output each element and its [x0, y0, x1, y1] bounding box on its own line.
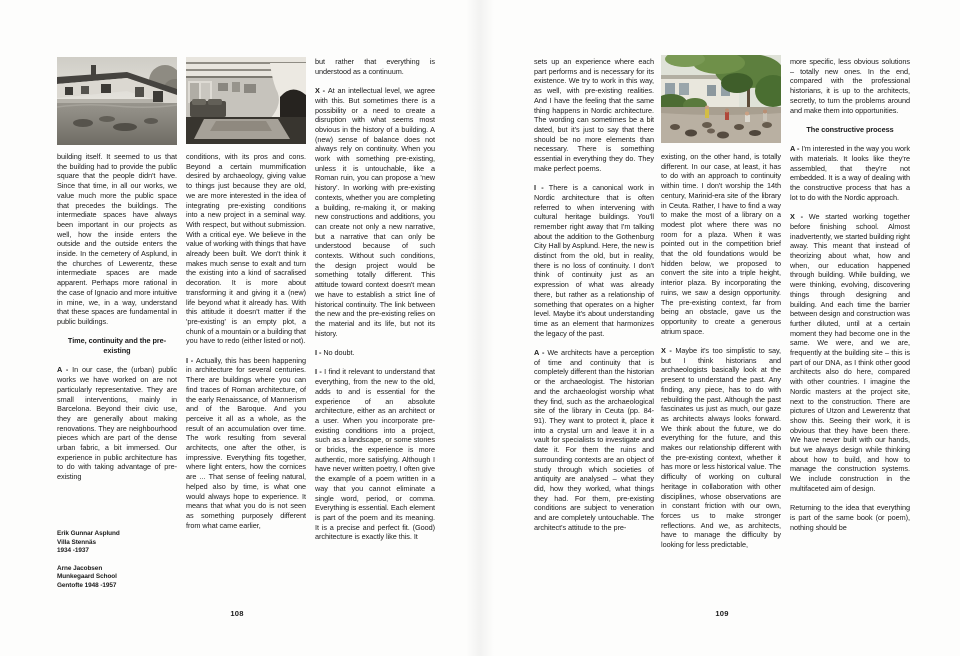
paragraph-text: No doubt.	[323, 348, 355, 358]
paragraph-text: In our case, the (urban) public works we have worked on are not particularly representative. They are small interventions, mainly in Barcelona. Beyond their civic use, they are generally about making renovations. They are neighbourhood pieces which are part of the dense urban fabric, a bit immersed. Our experience in public architecture has to do with taking advantage of pre-existing	[57, 365, 177, 482]
page-number-left: 108	[230, 609, 244, 618]
villa-interior-illustration	[186, 57, 306, 144]
caption-line-years: 1934 -1937	[57, 547, 89, 555]
speaker-label: A -	[534, 348, 548, 358]
section-heading-constructive-process: The constructive process	[806, 124, 894, 134]
caption-line-years: Gentofte 1948 -1957	[57, 581, 117, 589]
paragraph	[186, 152, 306, 346]
paragraph-text: We started working together before finishing school. Almost inadvertently, we started building right away. This meant that instead of theorizing about what, how and when, our education happened through building. While building, we were thinking, evolving, discovering things through designing and building. And each time the barrier between design and construction was further diluted, until at a certain moment they had become one in the same. We were, and we are, frequently at the building site – this is part of our DNA, as I think other good architects also do here, compared with other countries. I imagine the Nordic masters at the project site, next to the construction. There are pictures of Utzon and Lewerentz that show this. Seeing their work, it is obvious that they have been there. We have never built with our hands, but we always design while thinking about how to build, and how to manage the construction systems. We include construction in the multifaceted aim of design.	[790, 212, 910, 493]
paragraph-text: Maybe it's too simplistic to say, but I think historians and archaeologists basically look at the present to understand the past. Any finding, any piece, has to do with rebuilding the past. Although the past fascinates us just as much, our gaze as architects always looks forward. We think about the future, we do everything for the future, and this makes our relationship different with the pre-existing context, whether it has more or less historical value. The difficulty of working on cultural heritage in collaboration with other disciplines, whose observations are in constant friction with our own, forces us to make stronger reflections. And we, as architects, have to manage the difficulty by looking for less predictable,	[661, 346, 781, 550]
speaker-label: A -	[57, 365, 73, 375]
paragraph	[790, 212, 910, 493]
paragraph	[534, 183, 654, 338]
caption-line-work: Munkegaard School	[57, 573, 117, 581]
paragraph	[315, 367, 435, 542]
speaker-label: X -	[661, 346, 676, 356]
page-number-right: 109	[715, 609, 729, 618]
paragraph-text: but rather that everything is understood as a continuum.	[315, 57, 435, 76]
paragraph	[661, 152, 781, 336]
right-column-2	[661, 152, 781, 607]
paragraph-text: more specific, less obvious solutions – totally new ones. In the end, compared with the professional historians, it is up to the architects, secretly, to turn the problems around and make them into opportunities.	[790, 57, 910, 115]
paragraph	[534, 57, 654, 173]
speaker-label: I -	[315, 367, 325, 377]
paragraph-text: existing, on the other hand, is totally different. In our case, at least, it has to do with an approach to continuity within time. I don't worship the 14th century, Marinid-era site of the library in Ceuta. Rather, I have to find a way to make the most of a library on a modest plot where there was no room for a plaza. When it was pointed out in the competition brief that the old foundations would be hidden below, we proposed to convert the site into a triple height, interior plaza. By incorporating the ruins, we saw a design opportunity. The pre-existing context, far from being an obstacle, gave us the opportunity to create a generous atrium space.	[661, 152, 781, 336]
caption-asplund	[57, 530, 177, 556]
photo-villa-stennas-interior	[186, 57, 306, 144]
left-column-3	[315, 57, 435, 605]
right-column-1	[534, 57, 654, 605]
speaker-label: I -	[315, 348, 324, 358]
speaker-label: I -	[186, 355, 196, 365]
left-column-2	[186, 152, 306, 607]
caption-line-work: Villa Stennäs	[57, 538, 97, 546]
speaker-label: X -	[790, 212, 809, 222]
speaker-label: I -	[534, 183, 549, 193]
caption-line-architect: Arne Jacobsen	[57, 564, 103, 572]
speaker-label: X -	[315, 86, 328, 96]
photo-munkegaard-courtyard	[661, 55, 781, 143]
paragraph-text: I'm interested in the way you work with materials. It looks like they're assembled, that they're not embedded. It is a way of dealing with the constructive process that has a lot to do with the Nordic approach.	[790, 144, 910, 202]
page-gutter-shadow	[466, 0, 494, 656]
caption-jacobsen	[57, 565, 177, 591]
paragraph-text: sets up an experience where each part performs and is necessary for its existence. We try to work in this way, as well, with pre-existing realities. And I have the feeling that the same thing happens in Nordic architecture. The wording can sometimes be a bit dated, but it's just to say that there should be no more elements than necessary. There is something essential in everything they do. They make perfect poems.	[534, 57, 654, 173]
paragraph	[534, 348, 654, 532]
right-column-3	[790, 57, 910, 605]
paragraph-text: I find it relevant to understand that everything, from the new to the old, adds to and is essential for the experience of an absolute architecture, either as an architect or a user. When you incorporate pre-existing conditions into a project, such as a landscape, or some stones or bricks, the experience is more authentic, more satisfying. Although I have never written poetry, I often give the example of a poem written in a way that you cannot eliminate a single word, period, or comma. Everything is essential. Each element is part of the poem and its meaning. It is a precise and perfect fit. (Good) architecture is exactly like this. It	[315, 367, 435, 542]
speaker-label: A -	[790, 144, 802, 154]
paragraph-text: conditions, with its pros and cons. Beyond a certain mummification desired by archaeology, giving value to things just because they are old, we are more interested in the idea of integrating pre-existing conditions into a new project in a seminal way. With respect, but without submission. With a critical eye. We believe in the value of working with things that have already been built. We don't think it makes much sense to exalt and turn the existing into a kind of sacralised decoration. It is more about transforming it and giving it a (new) life beyond what it already has. With this attitude it doesn't matter if the 'pre-existing' is an empty plot, a chunk of a mountain or a building that you have to redo (either listed or not).	[186, 152, 306, 346]
paragraph	[315, 86, 435, 338]
photo-captions	[57, 530, 177, 600]
paragraph-text: Returning to the idea that everything is part of the same book (or poem), nothing should be	[790, 503, 910, 532]
paragraph	[57, 152, 177, 327]
caption-line-architect: Erik Gunnar Asplund	[57, 530, 120, 537]
paragraph-text: At an intellectual level, we agree with this. But sometimes there is a possibility or a need to create a disruption with what seems most obvious in the history of a building. A (new) sense of balance does not always rely on continuity. When you work with something pre-existing, unless it is untouchable, like a Roman ruin, you can propose a 'new history'. In working with pre-existing contexts, whether you are completing a building, re-making it, or making new constructions and additions, you can create not only a new narrative, but a narrative that can only be understood because of such contexts. Without such conditions, the design project would be something totally different. This attitude toward context doesn't mean we have to establish a strict line of historical continuity. The link between the new and the pre-existing relies on the material and its life, but not its history.	[315, 86, 435, 338]
paragraph	[790, 57, 910, 115]
paragraph-text: We architects have a perception of time and continuity that is completely different than the historian or the archaeologist. The historian and the archaeologist worship what they find, such as the archaeological site of the library in Ceuta (pp. 84-91). They want to protect it, place it into a crystal urn and leave it in a vault for specialists to investigate and date it. For them the ruins and surrounding contexts are an object of study through which societies of antiquity are analysed – what they did, how they worked, what things they had. For them, pre-existing conditions are subject to veneration and are completely untouchable. The architect's attitude to the pre-	[534, 348, 654, 532]
paragraph	[315, 57, 435, 76]
section-heading-time-continuity: Time, continuity and the pre-existing	[67, 336, 167, 356]
paragraph	[57, 365, 177, 481]
paragraph	[790, 144, 910, 202]
villa-exterior-illustration	[57, 57, 177, 145]
paragraph	[186, 356, 306, 531]
courtyard-illustration	[661, 55, 781, 143]
paragraph	[315, 348, 435, 358]
paragraph-text: Actually, this has been happening in architecture for several centuries. There are buildings where you can find traces of Roman architecture, of the early Renaissance, of Mannerism and of the Baroque. And you perceive it all as a whole, as the result of an accumulation over time. The work resulting from several architects, one after the other, is impressive. Everything fits together, where light enters, how the cornices are ... That sense of feeling natural, helped also by time, is what one would always hope to experience. It means that what you do is not seen as something purposely different from what came earlier,	[186, 355, 306, 530]
paragraph-text: building itself. It seemed to us that the building had to provide the public square that the people didn't have. Since that time, in all our works, we value much more the public space that precedes the buildings. The intermediate spaces have always been important in our projects as well, how the inside enters the outside and the outside enters the inside. In the cemetery of Asplund, in the churches of Lewerentz, these intermediate spaces are made apparent. Perhaps more rational in the case of Ignacio and more intuitive in mine, we, in a way, understand that these spaces are fundamental in public buildings.	[57, 152, 177, 326]
paragraph	[790, 503, 910, 532]
paragraph	[661, 346, 781, 550]
left-column-1	[57, 152, 177, 527]
paragraph-text: There is a canonical work in Nordic architecture that is often referred to when intervening with cultural heritage buildings. You'll remember right away that I'm talking about the addition to the Gothenburg City Hall by Asplund. Here, the new is distinct from the old, but in reality, there is no loss of continuity. I don't think of continuity just as an expression of what was already there, but rather as a relationship of something that operates on a higher level. Maybe it's about understanding time as an element that harmonizes the legacy of the past.	[534, 183, 654, 338]
photo-villa-stennas-exterior	[57, 57, 177, 145]
